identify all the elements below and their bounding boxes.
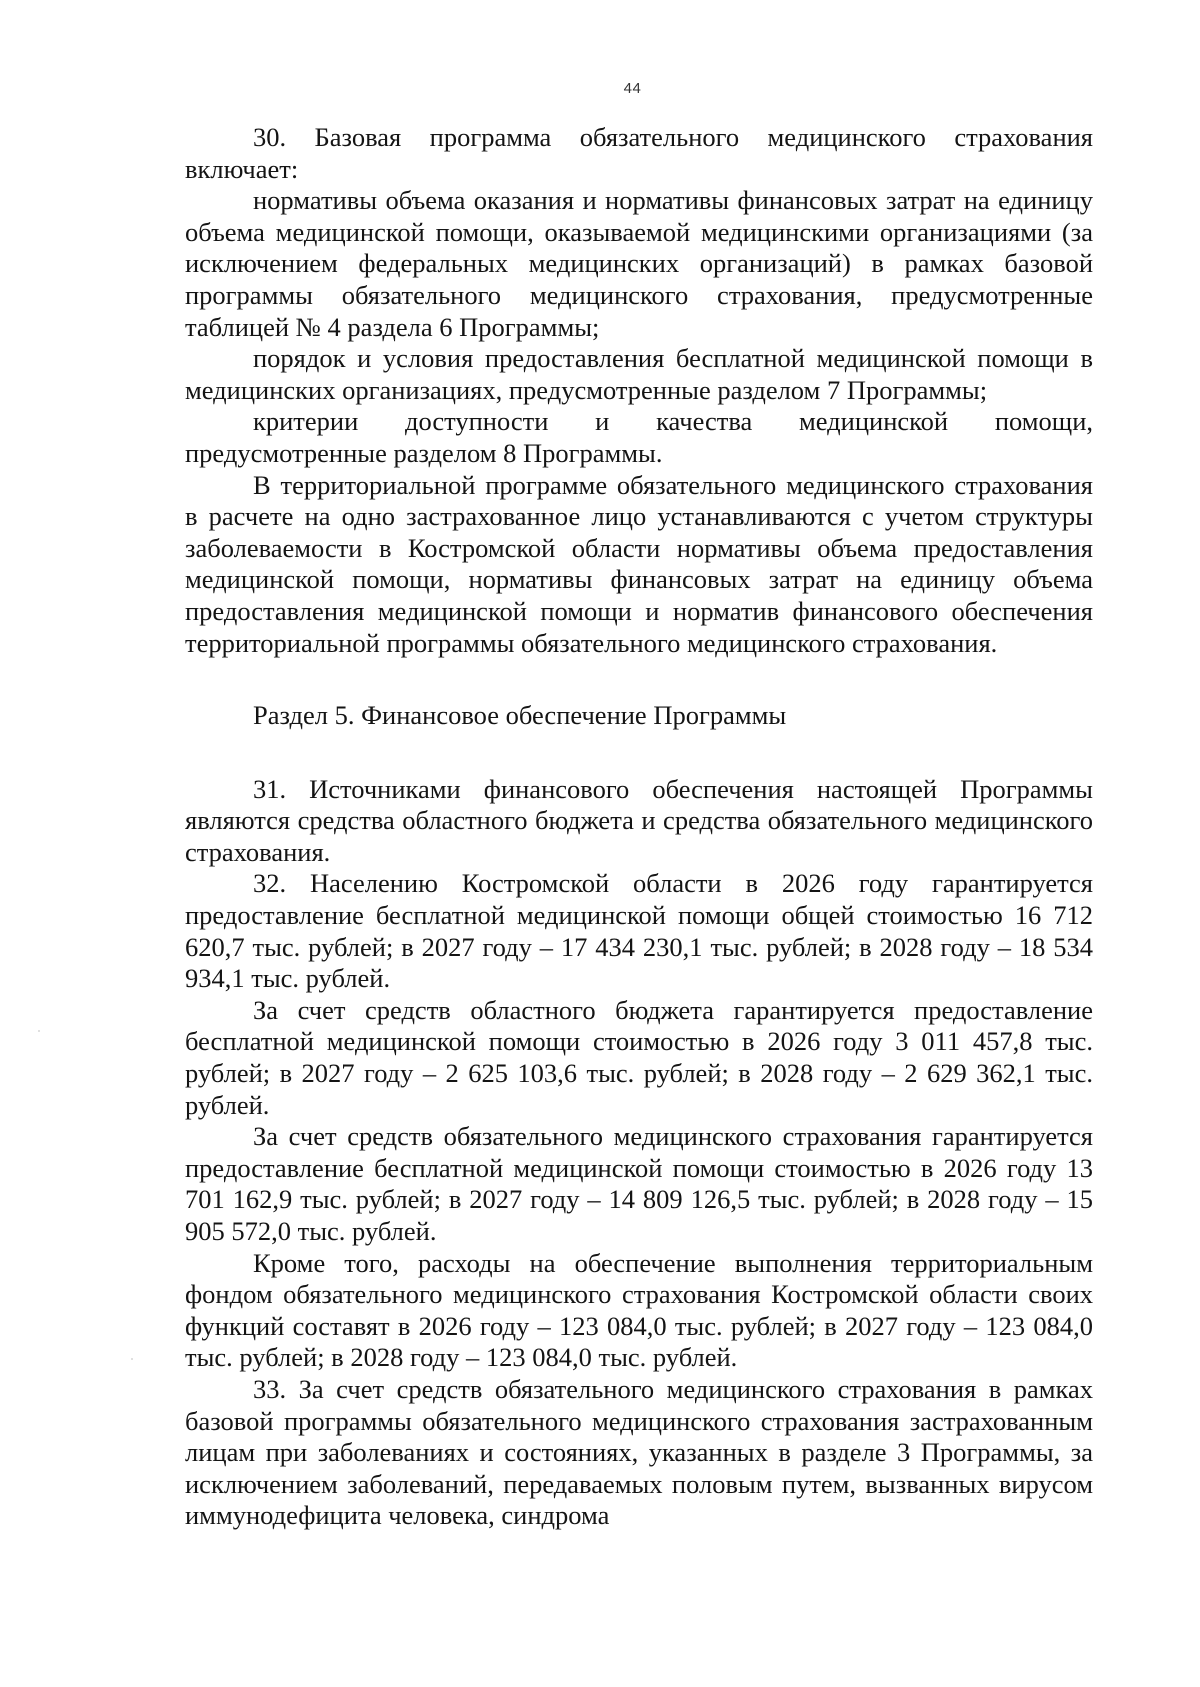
scan-speck (131, 1358, 133, 1360)
page-number: 44 (623, 80, 642, 97)
scan-speck (38, 1030, 40, 1032)
paragraph-33: 33. За счет средств обязательного медицинского страхования в рамках базовой программы обязательного медицинского страхования застрахованным лицам при заболеваниях и состояниях, указанных в разделе 3 Программы, за исключением заболеваний, передаваемых половым путем, вызванных вирусом иммунодефицита человека, синдрома (185, 1373, 1093, 1531)
document-body (185, 122, 1093, 1532)
paragraph-territorial: В территориальной программе обязательного медицинского страхования в расчете на одно застрахованное лицо устанавливаются с учетом структуры заболеваемости в Костромской области нормативы объема предоставления медицинской помощи, нормативы финансовых затрат на единицу объема предоставления медицинской помощи и норматив финансового обеспечения территориальной программы обязательного медицинского страхования. (185, 469, 1093, 658)
paragraph-norms: нормативы объема оказания и нормативы финансовых затрат на единицу объема медицинской помощи, оказываемой медицинскими организациями (за исключением федеральных медицинских организаций) в рамках базовой программы обязательного медицинского страхования, предусмотренные таблицей № 4 раздела 6 Программы; (185, 185, 1093, 342)
paragraph-regional-budget: За счет средств областного бюджета гарантируется предоставление бесплатной медицинской помощи стоимостью в 2026 году 3 011 457,8 тыс. рублей; в 2027 году – 2 625 103,6 тыс. рублей; в 2028 году – 2 629 362,1 тыс. рублей. (185, 994, 1093, 1120)
section-heading: Раздел 5. Финансовое обеспечение Программы (253, 700, 787, 731)
paragraph-32: 32. Населению Костромской области в 2026 году гарантируется предоставление бесплатной медицинской помощи общей стоимостью 16 712 620,7 тыс. рублей; в 2027 году – 17 434 230,1 тыс. рублей; в 2028 году – 18 534 934,1 тыс. рублей. (185, 868, 1093, 994)
paragraph-criteria: критерии доступности и качества медицинской помощи, предусмотренные разделом 8 Программы. (185, 406, 1093, 468)
paragraph-31: 31. Источниками финансового обеспечения настоящей Программы являются средства областного бюджета и средства обязательного медицинского страхования. (185, 773, 1093, 867)
paragraph-oms-funds: За счет средств обязательного медицинского страхования гарантируется предоставление бесплатной медицинской помощи стоимостью в 2026 году 13 701 162,9 тыс. рублей; в 2027 году – 14 809 126,5 тыс. рублей; в 2028 году – 15 905 572,0 тыс. рублей. (185, 1121, 1093, 1246)
paragraph-procedure: порядок и условия предоставления бесплатной медицинской помощи в медицинских организациях, предусмотренные разделом 7 Программы; (185, 343, 1093, 405)
paragraph-fund-expenses: Кроме того, расходы на обеспечение выполнения территориальным фондом обязательного медицинского страхования Костромской области своих функций составят в 2026 году – 123 084,0 тыс. рублей; в 2027 году – 123 084,0 тыс. рублей; в 2028 году – 123 084,0 тыс. рублей. (185, 1247, 1093, 1373)
paragraph-30: 30. Базовая программа обязательного медицинского страхования включает: (185, 122, 1093, 184)
